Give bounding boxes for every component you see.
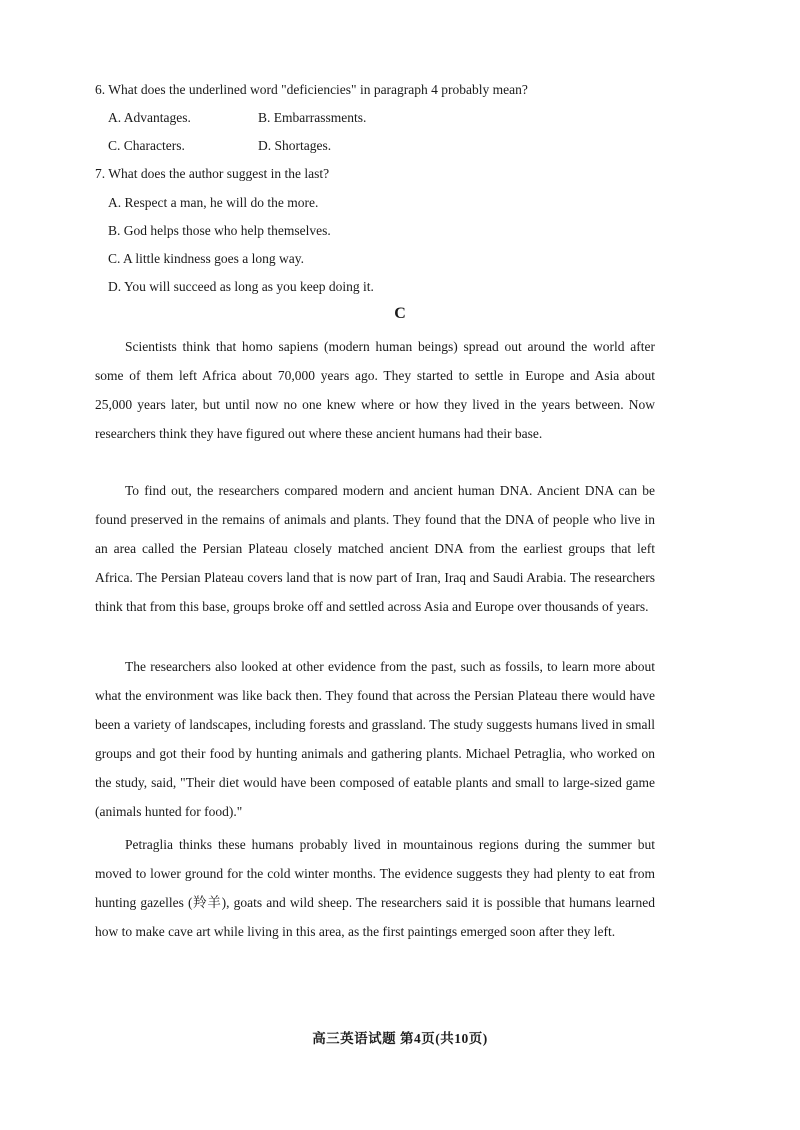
passage-paragraph-1: Scientists think that homo sapiens (modern human beings) spread out around the world after some of them left Africa about 70,000 years ago. They started to settle in Europe and Asia about 25,000 years later, but until now no one knew where or how they lived in the years between. Now researchers think they have figured out where these ancient humans had their base. — [95, 339, 655, 441]
passage-paragraph-3: The researchers also looked at other evidence from the past, such as fossils, to learn more about what the environment was like back then. They found that across the Persian Plateau there would have been a variety of landscapes, including forests and grassland. The study suggests humans lived in small groups and got their food by hunting animals and gathering plants. Michael Petraglia, who worked on the study, said, "Their diet would have been composed of eatable plants and small to large-sized game (animals hunted for food)." — [95, 659, 655, 819]
question-7-stem: 7. What does the author suggest in the last? — [95, 166, 330, 181]
question-6-option-a: A. Advantages. — [108, 110, 191, 125]
question-7-option-c: C. A little kindness goes a long way. — [108, 251, 304, 266]
passage-paragraph-2: To find out, the researchers compared modern and ancient human DNA. Ancient DNA can be found preserved in the remains of animals and plants. They found that the DNA of people who live in an area called the Persian Plateau closely matched ancient DNA from the earliest groups that left Africa. The Persian Plateau covers land that is now part of Iran, Iraq and Saudi Arabia. The researchers think that from this base, groups broke off and settled across Asia and Europe over thousands of years. — [95, 483, 655, 614]
question-6-option-b: B. Embarrassments. — [258, 110, 367, 125]
question-7-option-a: A. Respect a man, he will do the more. — [108, 195, 319, 210]
question-7-option-b: B. God helps those who help themselves. — [108, 223, 331, 238]
question-6-option-c: C. Characters. — [108, 138, 185, 153]
page-footer: 高三英语试题 第4页(共10页) — [312, 1031, 488, 1046]
question-6-option-d: D. Shortages. — [258, 138, 332, 153]
passage-paragraph-4: Petraglia thinks these humans probably lived in mountainous regions during the summer but moved to lower ground for the cold winter months. The evidence suggests they had plenty to eat from hunting gazelles (羚羊), goats and wild sheep. The researchers said it is possible that humans learned how to make cave art while living in this area, as the first paintings emerged soon after they left. — [95, 837, 655, 939]
question-7-option-d: D. You will succeed as long as you keep doing it. — [108, 279, 374, 294]
question-6-stem: 6. What does the underlined word "deficiencies" in paragraph 4 probably mean? — [95, 82, 528, 97]
passage-title: C — [394, 305, 406, 322]
